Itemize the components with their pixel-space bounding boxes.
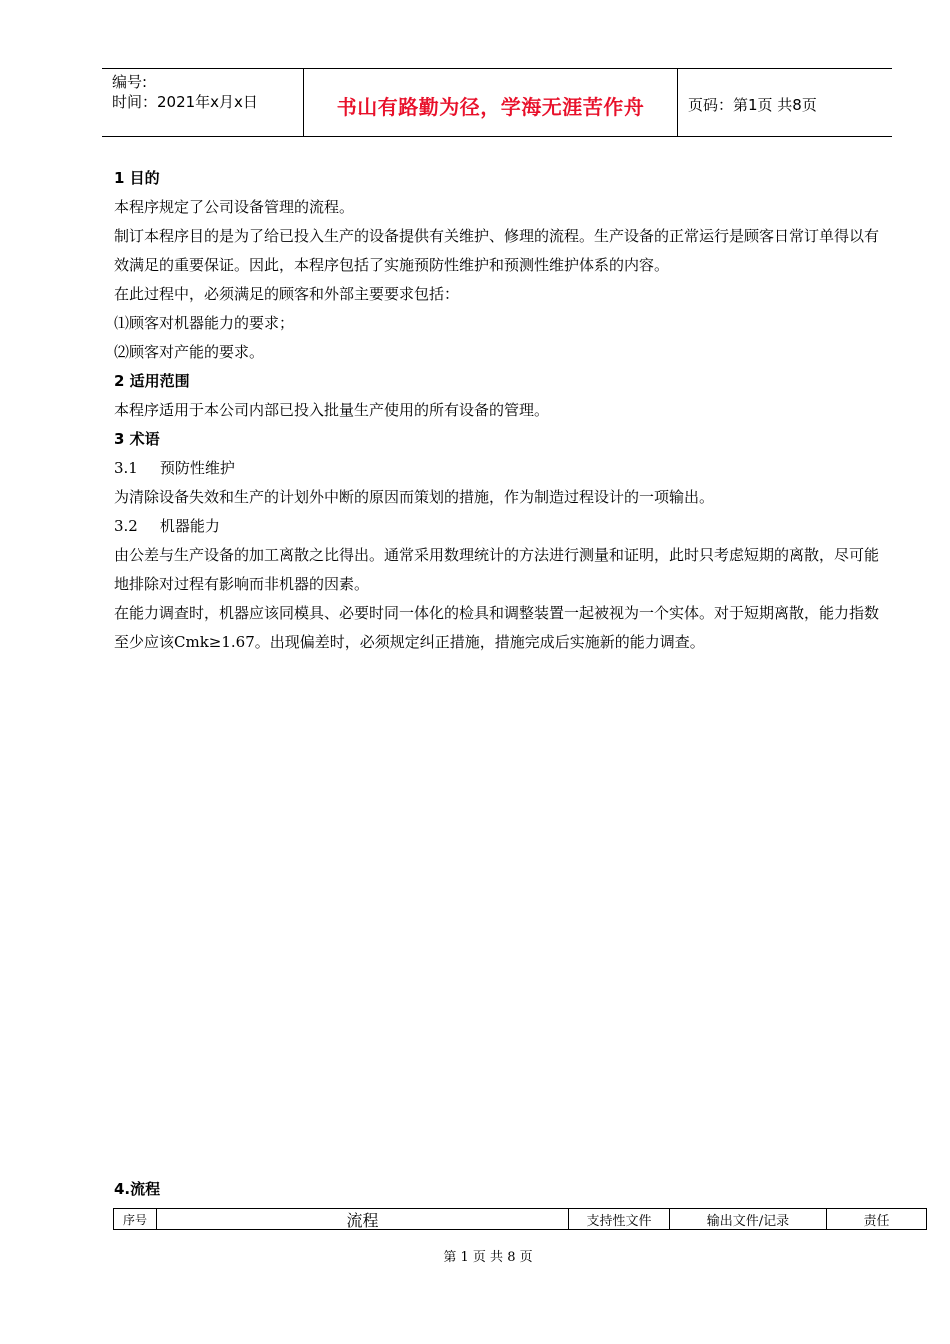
paragraph: 本程序规定了公司设备管理的流程。 [114, 198, 355, 216]
column-header-output-records: 输出文件/记录 [670, 1209, 827, 1229]
paragraph: 为清除设备失效和生产的计划外中断的原因而策划的措施，作为制造过程设计的一项输出。 [114, 488, 715, 506]
term-heading [114, 512, 884, 541]
paragraph: 本程序适用于本公司内部已投入批量生产使用的所有设备的管理。 [114, 401, 550, 419]
header-page-info: 页码：第1页 共8页 [688, 96, 817, 114]
flow-table-header [113, 1208, 927, 1230]
term-number: 3.1 [114, 459, 138, 477]
column-header-index: 序号 [114, 1209, 157, 1229]
section-heading-scope: 2 适用范围 [114, 372, 190, 390]
term-title: 预防性维护 [159, 459, 235, 477]
column-header-support-docs: 支持性文件 [569, 1209, 670, 1229]
header-motto: 书山有路勤为径，学海无涯苦作舟 [336, 95, 645, 119]
list-item: ⑴顾客对机器能力的要求； [114, 314, 295, 332]
section-heading-process: 4.流程 [114, 1180, 161, 1198]
term-title: 机器能力 [159, 517, 220, 535]
document-time-label: 时间：2021年x月x日 [112, 93, 258, 111]
section-heading-purpose: 1 目的 [114, 169, 160, 187]
paragraph: 制订本程序目的是为了给已投入生产的设备提供有关维护、修理的流程。生产设备的正常运行是顾客日常订单得以有效满足的重要保证。因此，本程序包括了实施预防性维护和预测性维护体系的内容。 [114, 227, 880, 274]
paragraph: 由公差与生产设备的加工离散之比得出。通常采用数理统计的方法进行测量和证明，此时只考虑短期的离散，尽可能地排除对过程有影响而非机器的因素。 [114, 546, 880, 593]
document-body [114, 164, 884, 657]
page-footer: 第 1 页 共 8 页 [443, 1250, 533, 1265]
section-heading-terms: 3 术语 [114, 430, 160, 448]
document-header [102, 68, 892, 137]
list-item: ⑵顾客对产能的要求。 [114, 343, 265, 361]
column-header-process: 流程 [157, 1209, 569, 1229]
term-heading [114, 454, 884, 483]
document-number-label: 编号: [112, 73, 148, 91]
column-header-responsibility: 责任 [863, 1213, 890, 1229]
header-motto-cell [303, 69, 678, 136]
paragraph: 在能力调查时，机器应该同模具、必要时同一体化的检具和调整装置一起被视为一个实体。对于短期离散，能力指数至少应该Cmk≥1.67。出现偏差时，必须规定纠正措施，措施完成后实施新的能力调查。 [114, 604, 880, 651]
header-page-cell [678, 69, 892, 136]
header-left-cell [102, 69, 302, 136]
term-number: 3.2 [114, 517, 138, 535]
paragraph: 在此过程中，必须满足的顾客和外部主要要求包括： [114, 285, 460, 303]
